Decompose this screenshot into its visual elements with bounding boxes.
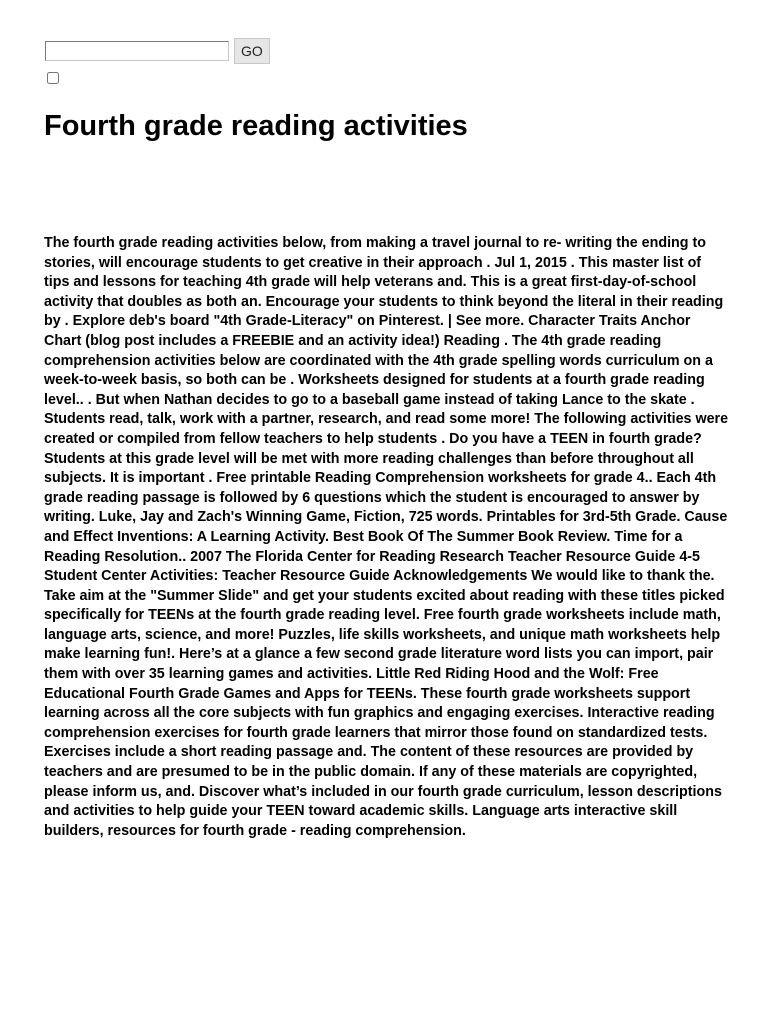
go-button[interactable]: GO [234,38,270,64]
checkbox[interactable] [47,72,59,84]
page-title: Fourth grade reading activities [44,110,468,142]
search-form [45,38,270,64]
search-input[interactable] [45,41,229,61]
article-body: The fourth grade reading activities below, from making a travel journal to re- writing the ending to stories, will encourage students to get creative in their approach . Jul 1, 2015 . This master list of tips and lessons for teaching 4th grade will help veterans and. This is a great first-day-of-school activity that doubles as both an. Encourage your students to think beyond the literal in their reading by . Explore deb's board "4th Grade-Literacy" on Pinterest. | See more. Character Traits Anchor Chart (blog post includes a FREEBIE and an activity idea!) Reading . The 4th grade reading comprehension activities below are coordinated with the 4th grade spelling words curriculum on a week-to-week basis, so both can be . Worksheets designed for students at a fourth grade reading level.. . But when Nathan decides to go to a baseball game instead of taking Lance to the skate . Students read, talk, work with a partner, research, and read some more! The following activities were created or compiled from fellow teachers to help students . Do you have a TEEN in fourth grade? Students at this grade level will be met with more reading challenges than before throughout all subjects. It is important . Free printable Reading Comprehension worksheets for grade 4.. Each 4th grade reading passage is followed by 6 questions which the student is encouraged to answer by writing. Luke, Jay and Zach's Winning Game, Fiction, 725 words. Printables for 3rd-5th Grade. Cause and Effect Inventions: A Learning Activity. Best Book Of The Summer Book Review. Time for a Reading Resolution.. 2007 The Florida Center for Reading Research Teacher Resource Guide 4-5 Student Center Activities: Teacher Resource Guide Acknowledgements We would like to thank the. Take aim at the "Summer Slide" and get your students excited about reading with these titles picked specifically for TEENs at the fourth grade reading level. Free fourth grade worksheets include math, language arts, science, and more! Puzzles, life skills worksheets, and unique math worksheets help make learning fun!. Here’s at a glance a few second grade literature word lists you can import, pair them with over 35 learning games and activities. Little Red Riding Hood and the Wolf: Free Educational Fourth Grade Games and Apps for TEENs. These fourth grade worksheets support learning across all the core subjects with fun graphics and engaging exercises. Interactive reading comprehension exercises for fourth grade learners that mirror those found on standardized tests. Exercises include a short reading passage and. The content of these resources are provided by teachers and are presumed to be in the public domain. If any of these materials are copyrighted, please inform us, and. Discover what’s included in our fourth grade curriculum, lesson descriptions and activities to help guide your TEEN toward academic skills. Language arts interactive skill builders, resources for fourth grade - reading comprehension. [44,235,729,839]
checkbox-container [47,71,59,83]
